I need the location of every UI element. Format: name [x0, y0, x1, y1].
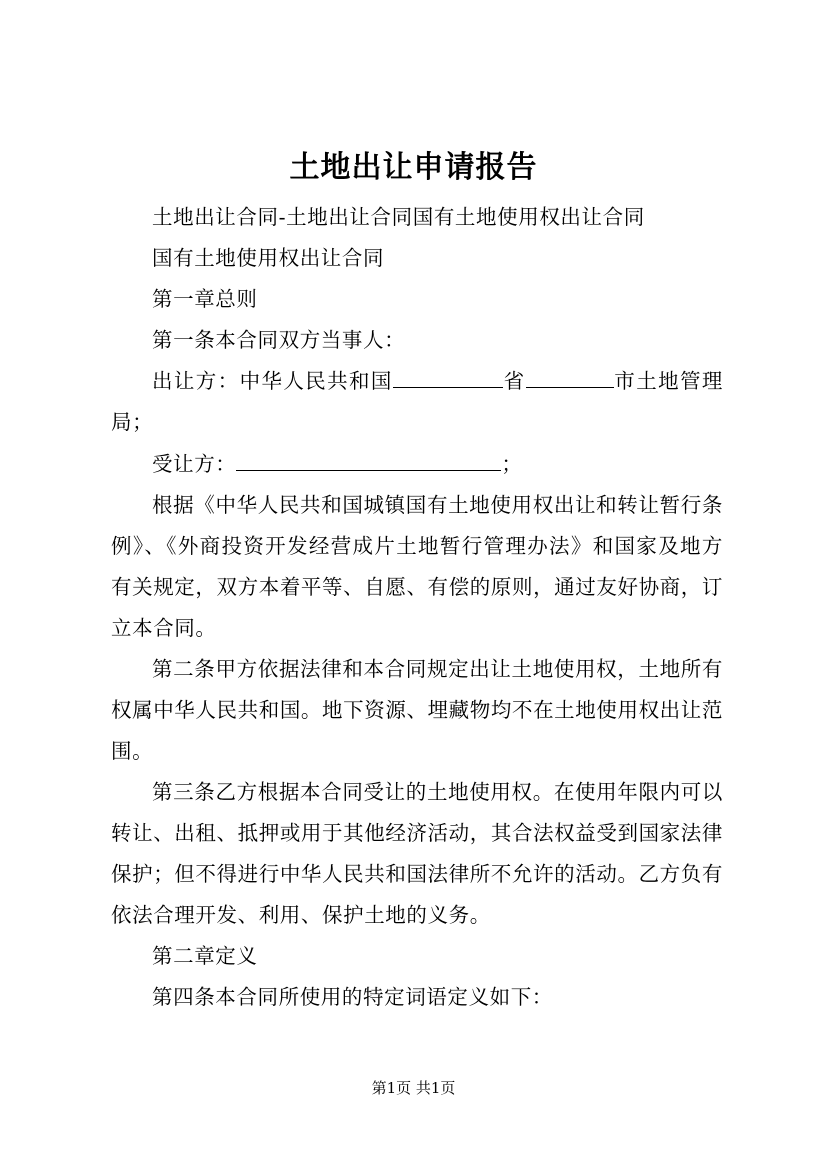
- paragraph-article-two: 第二条甲方依据法律和本合同规定出让土地使用权，土地所有权属中华人民共和国。地下资源、埋藏物均不在土地使用权出让范围。: [111, 657, 723, 763]
- grantee-prefix: 受让方：: [152, 452, 237, 476]
- line-article-one: 第一条本合同双方当事人：: [152, 328, 406, 352]
- grantee-suffix: ；: [501, 452, 523, 476]
- paragraph-article-three: 第三条乙方根据本合同受让的土地使用权。在使用年限内可以转让、出租、抵押或用于其他经济活动，其合法权益受到国家法律保护；但不得进行中华人民共和国法律所不允许的活动。乙方负有依法合理开发、利用、保护土地的义务。: [111, 780, 723, 927]
- grantor-prefix: 出让方：中华人民共和国: [152, 369, 393, 393]
- grantee-line: [111, 444, 723, 485]
- line-contract-heading: 土地出让合同-土地出让合同国有土地使用权出让合同: [152, 205, 645, 229]
- grantor-line: [111, 361, 723, 443]
- line-article-four: 第四条本合同所使用的特定词语定义如下：: [152, 985, 553, 1009]
- line-chapter-one: 第一章总则: [152, 287, 258, 311]
- line-contract-name: 国有土地使用权出让合同: [152, 246, 385, 270]
- line-chapter-two: 第二章定义: [152, 944, 258, 968]
- document-body: [111, 197, 723, 1018]
- city-blank: [526, 365, 614, 388]
- grantee-blank: [236, 448, 501, 471]
- paragraph-basis: 根据《中华人民共和国城镇国有土地使用权出让和转让暂行条例》、《外商投资开发经营成片土地暂行管理办法》和国家及地方有关规定，双方本着平等、自愿、有偿的原则，通过友好协商，订立本合同。: [111, 493, 723, 640]
- page-footer: 第1页 共1页: [371, 1079, 456, 1097]
- document-title: 土地出让申请报告: [289, 150, 538, 185]
- grantor-suffix: 市土地管理局；: [111, 369, 723, 434]
- grantor-province-label: 省: [502, 369, 526, 393]
- province-blank: [393, 365, 503, 388]
